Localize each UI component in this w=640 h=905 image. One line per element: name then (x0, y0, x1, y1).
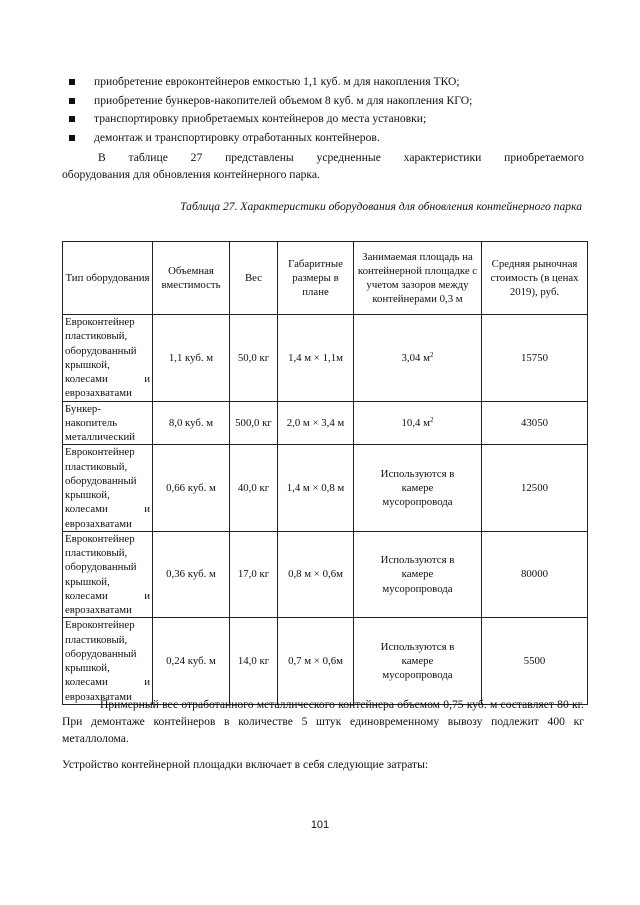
cell-price: 43050 (482, 401, 588, 445)
cell-area: Используются в камере мусоропровода (354, 445, 482, 532)
cell-volume: 0,24 куб. м (153, 618, 230, 705)
cell-type: Евроконтейнер пластиковый, оборудованный крышкой, колесами и еврозахватами (63, 618, 153, 705)
list-item: приобретение евроконтейнеров емкостью 1,1 куб. м для накопления ТКО; (66, 74, 586, 93)
bullet-square-icon (69, 116, 75, 122)
table-row (63, 618, 588, 705)
header-price: Средняя рыночная стоимость (в ценах 2019), руб. (482, 242, 588, 315)
cell-area: 10,4 $м^2$ (354, 401, 482, 445)
table-header-row (63, 242, 588, 315)
cell-price: 80000 (482, 531, 588, 618)
intro-paragraph (62, 150, 584, 184)
page-number: 101 (310, 819, 330, 831)
equipment-table (62, 241, 588, 705)
table-caption: Таблица 27. Характеристики оборудования для обновления контейнерного парка (180, 200, 582, 213)
header-type: Тип оборудования (63, 242, 153, 315)
header-size: Габаритные размеры в плане (278, 242, 354, 315)
cell-weight: 40,0 кг (230, 445, 278, 532)
cell-type: Евроконтейнер пластиковый, оборудованный крышкой, колесами и еврозахватами (63, 315, 153, 402)
cell-price: 5500 (482, 618, 588, 705)
table-row (63, 531, 588, 618)
cell-size: 0,7 м × 0,6м (278, 618, 354, 705)
cell-type: Евроконтейнер пластиковый, оборудованный крышкой, колесами и еврозахватами (63, 445, 153, 532)
table-row (63, 315, 588, 402)
bullet-square-icon (69, 135, 75, 141)
cell-size: 0,8 м × 0,6м (278, 531, 354, 618)
list-item: демонтаж и транспортировку отработанных контейнеров. (66, 130, 586, 149)
cell-weight: 500,0 кг (230, 401, 278, 445)
cell-weight: 14,0 кг (230, 618, 278, 705)
cell-size: 2,0 м × 3,4 м (278, 401, 354, 445)
weight-paragraph: Примерный вес отработанного металлического контейнера объемом 0,75 куб. м составляет 80 кг. При демонтаже контейнеров в количестве 5 штук единовременному вывозу подлежит 400 кг металлолома. (62, 698, 584, 745)
header-weight: Вес (230, 242, 278, 315)
cell-type: Евроконтейнер пластиковый, оборудованный крышкой, колесами и еврозахватами (63, 531, 153, 618)
cell-volume: 8,0 куб. м (153, 401, 230, 445)
table-row (63, 401, 588, 445)
cell-volume: 0,66 куб. м (153, 445, 230, 532)
table-row (63, 445, 588, 532)
table-body (63, 315, 588, 705)
cell-size: 1,4 м × 1,1м (278, 315, 354, 402)
bullet-square-icon (69, 79, 75, 85)
cell-weight: 17,0 кг (230, 531, 278, 618)
cell-area: Используются в камере мусоропровода (354, 531, 482, 618)
intro-line-1: В таблице 27 представлены усредненные характеристики приобретаемого (98, 151, 584, 164)
site-costs-paragraph: Устройство контейнерной площадки включает в себя следующие затраты: (62, 758, 429, 771)
cell-volume: 0,36 куб. м (153, 531, 230, 618)
cell-price: 12500 (482, 445, 588, 532)
cell-weight: 50,0 кг (230, 315, 278, 402)
cell-volume: 1,1 куб. м (153, 315, 230, 402)
cell-area: Используются в камере мусоропровода (354, 618, 482, 705)
cell-type: Бункер- накопитель металлический (63, 401, 153, 445)
bullet-square-icon (69, 98, 75, 104)
list-item: приобретение бункеров-накопителей объемом 8 куб. м для накопления КГО; (66, 93, 586, 112)
header-area: Занимаемая площадь на контейнерной площадке с учетом зазоров между контейнерами 0,3 м (354, 242, 482, 315)
cell-price: 15750 (482, 315, 588, 402)
cell-size: 1,4 м × 0,8 м (278, 445, 354, 532)
intro-line-2: оборудования для обновления контейнерного парка. (62, 167, 320, 181)
header-volume: Объемная вместимость (153, 242, 230, 315)
list-item: транспортировку приобретаемых контейнеров до места установки; (66, 111, 586, 130)
cell-area: 3,04 $м^2$ (354, 315, 482, 402)
bullet-list (66, 74, 586, 148)
